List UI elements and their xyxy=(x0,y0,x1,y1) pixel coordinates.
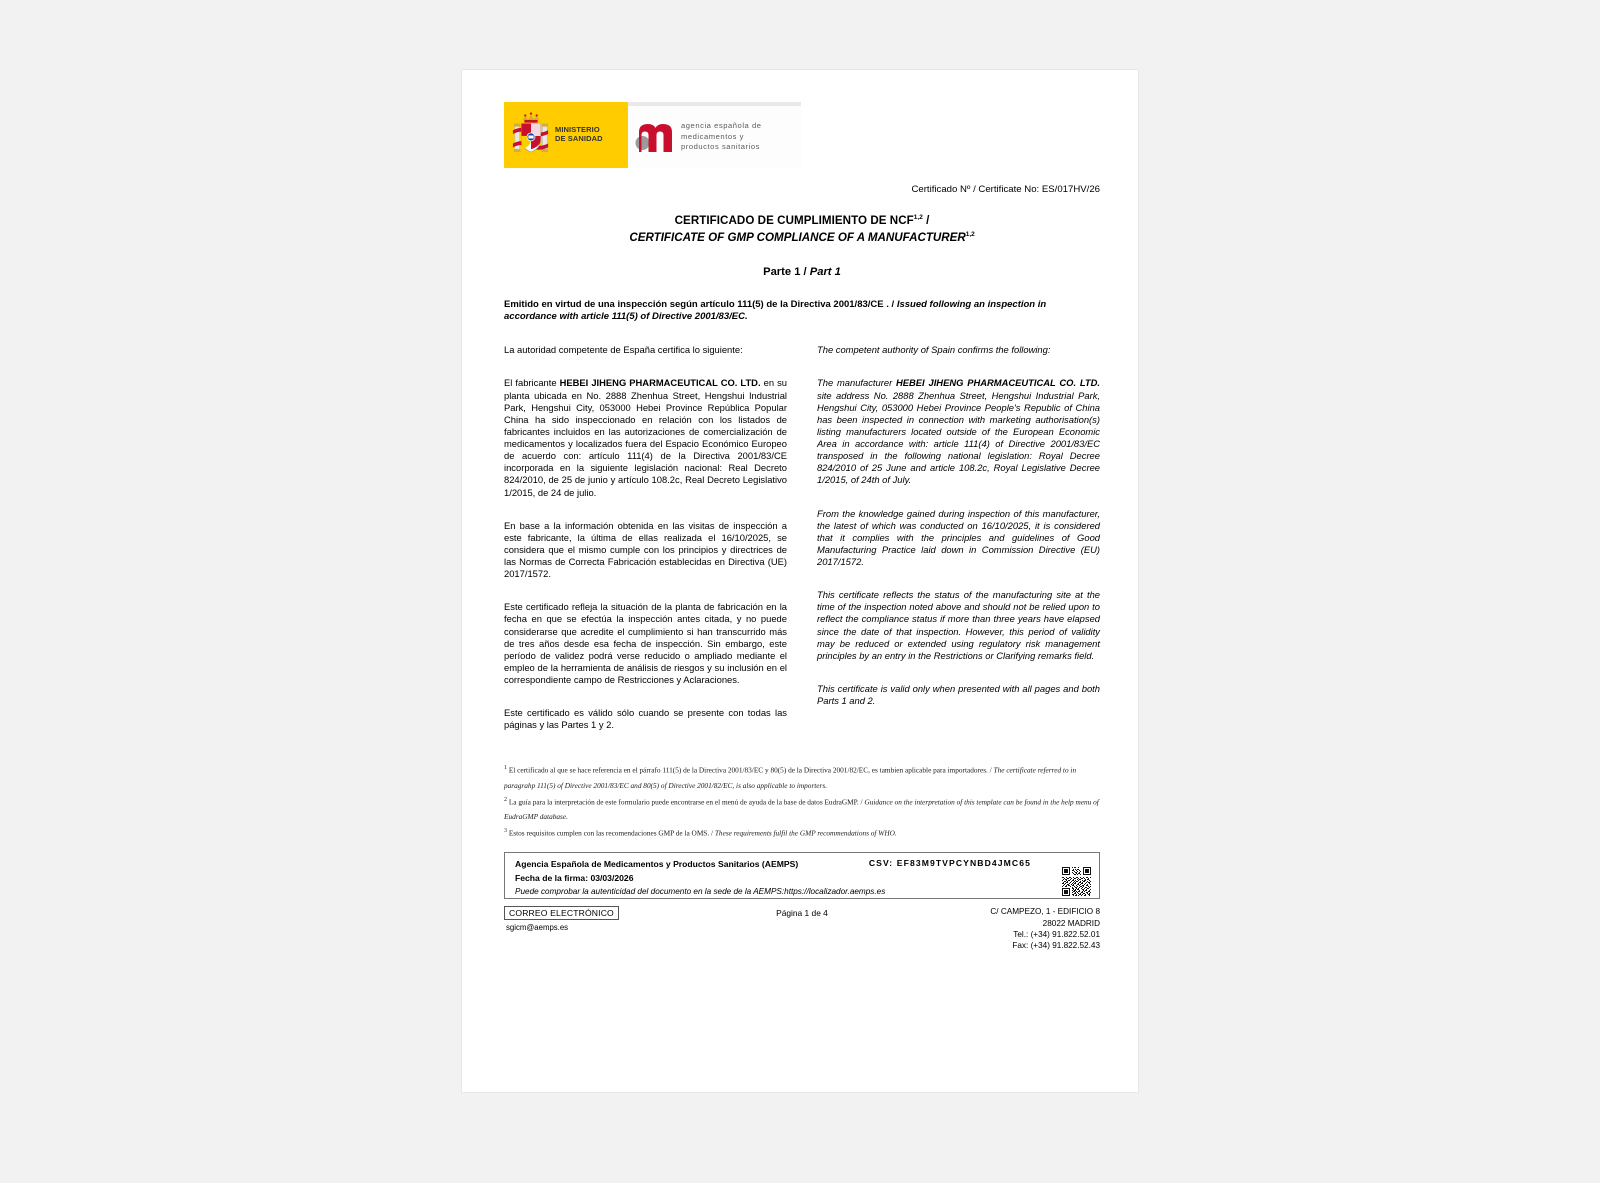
ministry-line-1: MINISTERIO xyxy=(555,125,600,135)
signature-box xyxy=(504,852,1100,899)
aemps-logo xyxy=(628,102,801,168)
part-heading-en: Part 1 xyxy=(809,266,841,278)
certificate-number: Certificado Nº / Certificate No: ES/017HV/26 xyxy=(911,184,1100,195)
en-knowledge: From the knowledge gained during inspection of this manufacturer, the latest of which was conducted on 16/10/2025, it is considered that it complies with the principles and guidelines of Good Manufacturing Practice laid down in Commission Directive (EU) 2017/1572. xyxy=(817,507,1100,568)
ministry-line-2: DE SANIDAD xyxy=(555,134,603,143)
footnote-3-number: 3 xyxy=(504,828,507,835)
es-intro: La autoridad competente de España certifica lo siguiente: xyxy=(504,344,743,356)
ministry-logo xyxy=(504,102,628,168)
footer-email[interactable]: sgicm@aemps.es xyxy=(506,923,569,933)
signature-verify-url[interactable]: Puede comprobar la autenticidad del documento en la sede de la AEMPS:https://localizador.aemps.es xyxy=(515,887,886,897)
title-english xyxy=(504,231,1100,244)
aemps-label xyxy=(681,121,762,153)
en-manufacturer-prefix: The manufacturer xyxy=(817,377,897,389)
aemps-line-2: medicamentos y xyxy=(681,131,744,141)
es-validity: Este certificado es válido sólo cuando se presente con todas las páginas y las Partes 1 y 2. xyxy=(504,707,787,731)
footnote-1-es: El certificado al que se hace referencia en el párrafo 111(5) de la Directiva 2001/83/EC y 80(5) de la Directiva 2001/82/EC, es tambien aplicable para importadores. / xyxy=(508,765,994,775)
footnote-1-number: 1 xyxy=(504,765,507,772)
header-logo-block xyxy=(504,102,801,168)
footnote-2-en: Guidance on the interpretation of this template can be found in the help menu of EudraGMP database. xyxy=(504,797,1099,822)
issued-statement xyxy=(504,299,1100,323)
part-heading xyxy=(504,266,1100,278)
en-manufacturer xyxy=(817,377,1100,486)
es-manufacturer-prefix: El fabricante xyxy=(504,377,560,389)
en-manufacturer-rest: site address No. 2888 Zhenhua Street, Hengshui Industrial Park, Hengshui City, 053000 Hebei Province People's Republic of China has been inspected in connection with marketing authorisation(s) listing manufacturers located outside of the European Economic Area in accordance with: article 111(4) of Directive 2001/83/EC transposed in the following national legislation: Royal Decree 824/2010 of 25 June and article 108.2c, Royal Legislative Decree 1/2015, of 24th of July. xyxy=(817,389,1100,486)
aemps-m-icon xyxy=(634,120,676,154)
footnote-3-en: These requirements fulfil the GMP recommendations of WHO. xyxy=(714,828,897,838)
correo-electronico-label: CORREO ELECTRÓNICO xyxy=(504,906,619,920)
en-status: This certificate reflects the status of the manufacturing site at the time of the inspection noted above and should not be relied upon to reflect the compliance status if more than three years have elapsed since the date of that inspection. However, this period of validity may be reduced or extended using regulatory risk management principles by an entry in the Restrictions or Clarifying remarks field. xyxy=(817,589,1100,661)
en-manufacturer-name: HEBEI JIHENG PHARMACEUTICAL CO. LTD. xyxy=(896,377,1100,389)
title-spanish-suffix: / xyxy=(922,214,930,227)
page-footer xyxy=(504,906,1100,952)
title-spanish-text: CERTIFICADO DE CUMPLIMIENTO DE NCF xyxy=(674,214,914,227)
signature-csv: CSV: EF83M9TVPCYNBD4JMC65 xyxy=(868,858,1031,869)
part-heading-es: Parte 1 / xyxy=(763,266,810,278)
es-manufacturer-rest: en su planta ubicada en No. 2888 Zhenhua Street, Hengshui Industrial Park, Hengshui City, 053000 Hebei Province República Popular China ha sido inspeccionado en relación con los listados de fabricantes incluidos en las autorizaciones de comercialización de medicamentos y localizados fuera del Espacio Económico Europeo de acuerdo con: artículo 111(4) de la Directiva 2001/83/CE incorporada en la siguiente legislación nacional: Real Decreto 824/2010, de 25 de junio y artículo 108.2c, Real Decreto Legislativo 1/2015, de 24 de julio. xyxy=(504,377,787,498)
address-line-2: 28022 MADRID xyxy=(1042,918,1100,928)
title-spanish xyxy=(504,214,1100,227)
issued-english: Issued following an inspection in accordance with article 111(5) of Directive 2001/83/EC. xyxy=(504,299,1047,323)
address-line-4: Fax: (+34) 91.822.52.43 xyxy=(1012,940,1100,950)
en-intro: The competent authority of Spain confirms the following: xyxy=(817,344,1051,356)
es-knowledge: En base a la información obtenida en las visitas de inspección a este fabricante, la última de ellas realizada el 16/10/2025, se considera que el mismo cumple con los principios y directrices de las Normas de Correcta Fabricación establecidas en Directiva (UE) 2017/1572. xyxy=(504,519,787,580)
column-english xyxy=(817,344,1100,752)
column-spanish xyxy=(504,344,787,752)
footer-address xyxy=(990,906,1100,951)
title-block xyxy=(504,214,1100,244)
address-line-3: Tel.: (+34) 91.822.52.01 xyxy=(1013,929,1100,939)
footnote-1-en: The certificate referred to in paragrahp 111(5) of Directive 2001/83/EC and 80(5) of Directive 2001/82/EC, is also applicable to importers. xyxy=(504,765,1077,790)
address-line-1: C/ CAMPEZO, 1 - EDIFICIO 8 xyxy=(990,907,1100,917)
aemps-line-3: productos sanitarios xyxy=(681,142,760,152)
footnote-2-es: La guía para la interpretación de este formulario puede encontrarse en el menú de ayuda de la base de datos EudraGMP. / xyxy=(508,797,865,807)
footnote-2 xyxy=(504,794,1100,825)
es-manufacturer xyxy=(504,377,787,498)
issued-spanish: Emitido en virtud de una inspección según artículo 111(5) de la Directiva 2001/83/CE . / xyxy=(504,299,897,310)
title-spanish-footnote-ref: 1,2 xyxy=(913,214,923,222)
spain-coat-of-arms-icon xyxy=(512,111,550,159)
aemps-line-1: agencia española de xyxy=(681,120,762,130)
footnote-3-es: Estos requisitos cumplen con las recomendaciones GMP de la OMS. / xyxy=(508,828,715,838)
signature-date: Fecha de la firma: 03/03/2026 xyxy=(515,872,634,883)
en-validity: This certificate is valid only when presented with all pages and both Parts 1 and 2. xyxy=(817,682,1100,707)
body-columns xyxy=(504,344,1100,752)
footnote-1 xyxy=(504,762,1100,793)
footnote-3 xyxy=(504,825,1100,841)
page-number: Página 1 de 4 xyxy=(776,908,828,919)
footnotes-block xyxy=(504,762,1100,841)
es-manufacturer-name: HEBEI JIHENG PHARMACEUTICAL CO. LTD. xyxy=(559,377,761,389)
qr-code-icon[interactable] xyxy=(1062,867,1091,896)
ministry-label xyxy=(555,126,603,144)
es-status: Este certificado refleja la situación de la planta de fabricación en la fecha en que se efectúa la inspección antes citada, y no puede considerarse que acredite el cumplimiento si han transcurrido más de tres años desde esa fecha de inspección. Sin embargo, este período de validez podrá verse reducido o ampliado mediante el empleo de la herramienta de análisis de riesgos y su inclusión en el correspondiente campo de Restricciones y Aclaraciones. xyxy=(504,601,787,686)
footnote-2-number: 2 xyxy=(504,796,507,803)
title-english-footnote-ref: 1,2 xyxy=(965,231,975,239)
certificate-page xyxy=(462,70,1138,1092)
signature-agency: Agencia Española de Medicamentos y Productos Sanitarios (AEMPS) xyxy=(515,859,799,870)
title-english-text: CERTIFICATE OF GMP COMPLIANCE OF A MANUFACTURER xyxy=(629,231,966,244)
